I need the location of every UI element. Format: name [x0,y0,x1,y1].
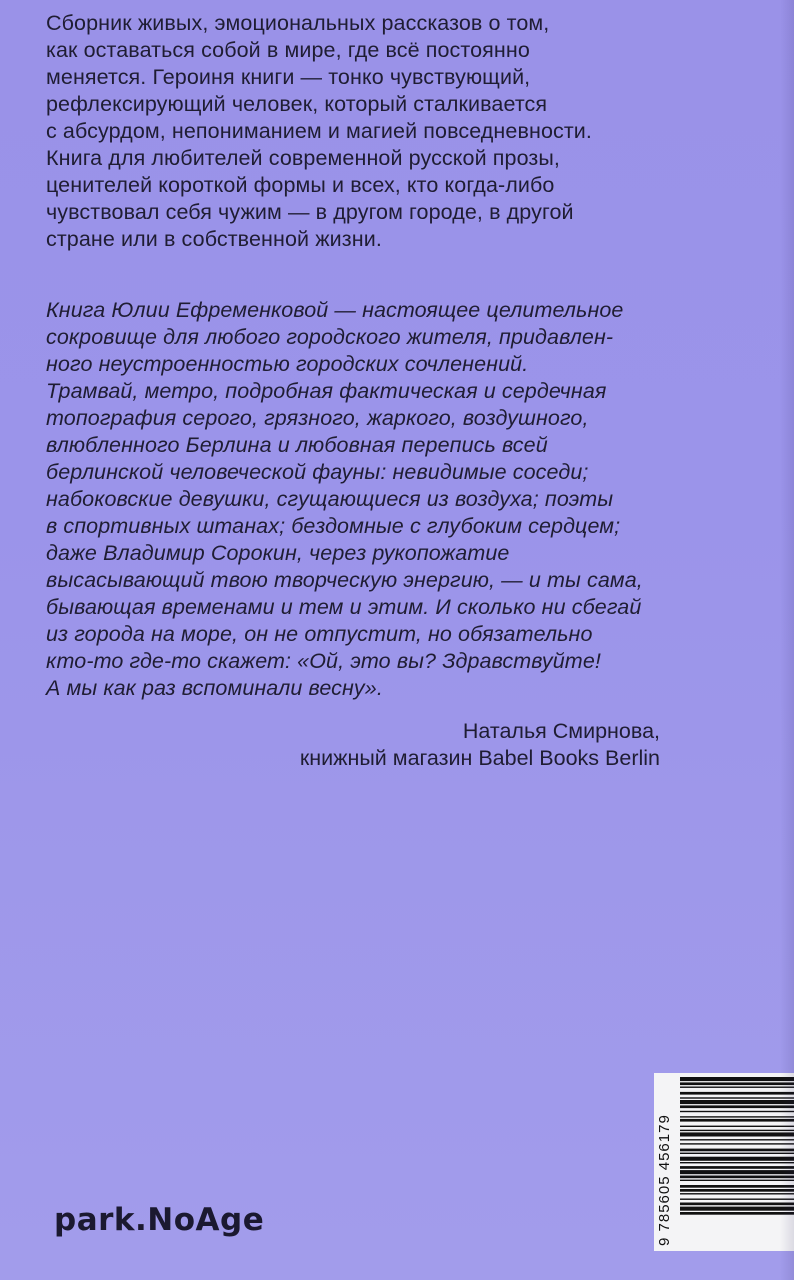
barcode-bar [680,1185,794,1188]
barcode-bar [680,1130,794,1131]
reviewer-name: Наталья Смирнова, [462,719,660,743]
description-line: меняется. Героиня книги — тонко чувствующий, [46,65,531,89]
quote-line: берлинской человеческой фауны: невидимые соседи; [46,460,589,484]
barcode-bar [680,1092,794,1095]
description-line: Книга для любителей современной русской прозы, [46,146,560,170]
barcode-bar [680,1203,794,1206]
barcode-bar [680,1176,794,1179]
barcode-bar [680,1180,794,1181]
barcode-bar [680,1143,794,1144]
barcode-bar [680,1149,794,1152]
quote-line: топография серого, грязного, жаркого, воздушного, [46,406,589,430]
barcode-bar [680,1087,794,1088]
barcode-bar [680,1105,794,1108]
quote-line: из города на море, он не отпустит, но обязательно [46,622,593,646]
barcode-bar [680,1132,794,1136]
barcode-bar [680,1166,794,1169]
barcode-bar [680,1077,794,1081]
barcode-bar [680,1199,794,1200]
barcode-bar [680,1116,794,1117]
barcode-bar [680,1082,794,1085]
quote-line: Трамвай, метро, подробная фактическая и сердечная [46,379,607,403]
reviewer-affiliation: книжный магазин Babel Books Berlin [299,746,660,770]
quote-line: даже Владимир Сорокин, через рукопожатие [46,541,510,565]
quote-line: кто-то где-то скажет: «Ой, это вы? Здравствуйте! [46,649,601,673]
isbn-number: 9 785605 456179 [656,1114,673,1246]
description-line: стране или в собственной жизни. [46,227,382,251]
quote-line: в спортивных штанах; бездомные с глубоким сердцем; [46,514,621,538]
quote-line: сокровище для любого городского жителя, придавлен- [46,325,614,349]
barcode-bar [680,1100,794,1104]
quote-line: бывающая временами и тем и этим. И сколько ни сбегай [46,595,642,619]
barcode-bar [680,1111,794,1112]
barcode-bar [680,1212,794,1215]
barcode-bar [680,1162,794,1163]
barcode-bar [680,1119,794,1122]
description-line: ценителей короткой формы и всех, кто когда-либо [46,173,555,197]
quote-line: Книга Юлии Ефременковой — настоящее целительное [46,298,624,322]
cover-edge-shadow [780,0,794,1280]
publisher-logo: park.NoAge [54,1202,265,1238]
quote-line: А мы как раз вспоминали весну». [46,676,383,700]
barcode-bar [680,1153,794,1154]
barcode-bar [680,1207,794,1211]
quote-line: набоковские девушки, сгущающиеся из воздуха; поэты [46,487,614,511]
barcode-bar [680,1139,794,1140]
description-line: чувствовал себя чужим — в другом городе, в другой [46,200,574,224]
quote-line: ного неустроенностью городских сочленений. [46,352,529,376]
barcode-bar [680,1189,794,1192]
barcode-bar [680,1170,794,1174]
description-line: Сборник живых, эмоциональных рассказов о том, [46,11,550,35]
barcode-bar [680,1193,794,1194]
description-line: рефлексирующий человек, который сталкивается [46,92,548,116]
barcode-bar [680,1126,794,1127]
quote-line: высасывающий твою творческую энергию, — и ты сама, [46,568,643,592]
barcode-bar [680,1157,794,1161]
barcode-bar [680,1097,794,1098]
description-line: как оставаться собой в мире, где всё постоянно [46,38,530,62]
description-line: с абсурдом, непониманием и магией повседневности. [46,119,592,143]
quote-line: влюбленного Берлина и любовная перепись всей [46,433,548,457]
